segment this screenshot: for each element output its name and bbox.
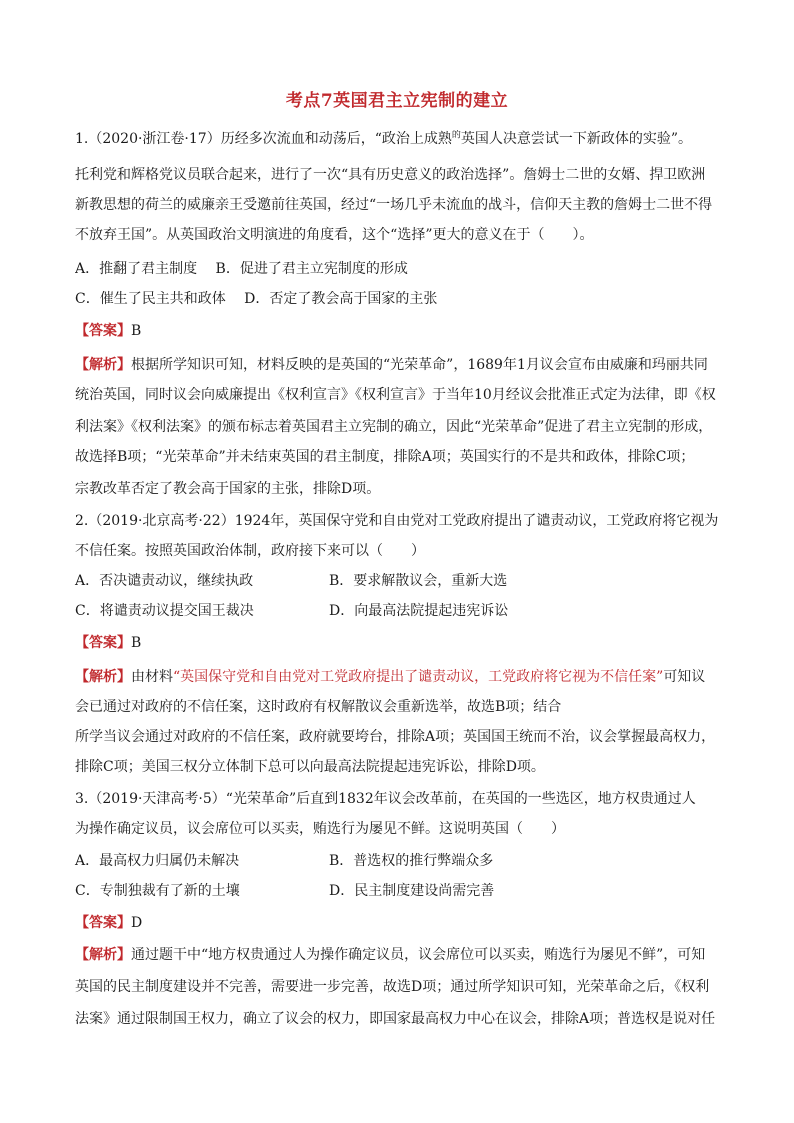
q2-option-c: C．将谴责动议提交国王裁决 xyxy=(75,603,254,619)
analysis-quote: “英国保守党和自由党对工党政府提出了谴责动议，工党政府将它视为不信任案” xyxy=(173,669,664,685)
page-title: 考点7英国君主立宪制的建立 xyxy=(285,91,509,111)
q1-analysis-line-2: 统治英国，同时议会向威廉提出《权利宣言》《权利宣言》于当年10月经议会批准正式定为法律，即《权 xyxy=(75,387,716,403)
answer-label: 【答案】 xyxy=(75,915,131,931)
q2-answer xyxy=(75,634,725,652)
answer-value: D xyxy=(131,915,143,931)
q1-options-c-d: C．催生了民主共和政体 D．否定了教会高于国家的主张 xyxy=(75,291,438,307)
q1-analysis-line-4: 故选择B项；“光荣革命”并未结束英国的君主制度，排除A项；英国实行的不是共和政体，排除C项； xyxy=(75,449,695,465)
q1-analysis-line-1 xyxy=(75,356,725,374)
answer-value: B xyxy=(131,323,142,339)
q2-option-b: B．要求解散议会，重新大选 xyxy=(329,573,508,589)
q3-option-c: C．专制独裁有了新的土壤 xyxy=(75,883,240,899)
q3-option-a: A．最高权力归属仍未解决 xyxy=(75,853,240,869)
analysis-text: 根据所学知识可知，材料反映的是英国的“光荣革命”，1689年1月议会宣布由威廉和玛丽共同 xyxy=(131,357,708,373)
q2-analysis-line-3: 所学当议会通过对政府的不信任案，政府就要垮台，排除A项；英国国王统而不治，议会掌握最高权力， xyxy=(75,729,716,745)
q3-analysis-line-2: 英国的民主制度建设并不完善，需要进一步完善，故选D项；通过所学知识可知，光荣革命之后，《权利 xyxy=(75,979,710,995)
q2-options-row-2 xyxy=(75,602,725,620)
q2-options-row-1 xyxy=(75,572,725,590)
q1-stem-superscript: 的 xyxy=(451,130,461,141)
analysis-text: 由材料 xyxy=(131,669,173,685)
q3-stem-line-2: 为操作确定议员，议会席位可以买卖，贿选行为屡见不鲜。这说明英国（ ） xyxy=(75,821,565,837)
answer-label: 【答案】 xyxy=(75,635,131,651)
q2-analysis-line-1 xyxy=(75,668,725,686)
q1-options-a-b: A．推翻了君主制度 B．促进了君主立宪制度的形成 xyxy=(75,261,408,277)
q1-stem-text-b: 英国人决意尝试一下新政体的实验”。 xyxy=(460,131,693,147)
q3-option-b: B．普选权的推行弊端众多 xyxy=(329,853,494,869)
q1-analysis-line-3: 利法案》《权利法案》的颁布标志着英国君主立宪制的确立，因此“光荣革命”促进了君主立宪制的形成， xyxy=(75,419,713,435)
analysis-text: 通过题干中“地方权贵通过人为操作确定议员，议会席位可以买卖，贿选行为屡见不鲜”，可知 xyxy=(131,947,706,963)
answer-label: 【答案】 xyxy=(75,323,131,339)
q1-stem-line-1 xyxy=(75,130,725,148)
q1-answer xyxy=(75,322,725,340)
answer-value: B xyxy=(131,635,142,651)
q2-option-a: A．否决谴责动议，继续执政 xyxy=(75,573,254,589)
q2-analysis-line-4: 排除C项；美国三权分立体制下总可以向最高法院提起违宪诉讼，排除D项。 xyxy=(75,759,545,775)
q2-analysis-line-2: 会已通过对政府的不信任案，这时政府有权解散议会重新选举，故选B项；结合 xyxy=(75,699,562,715)
q1-stem-line-2: 托利党和辉格党议员联合起来，进行了一次“具有历史意义的政治选择”。詹姆士二世的女婿、捍卫欧洲 xyxy=(75,167,706,183)
q3-analysis-line-3: 法案》通过限制国王权力，确立了议会的权力，即国家最高权力中心在议会，排除A项；普选权是说对任 xyxy=(75,1011,716,1027)
q1-stem-line-3: 新教思想的荷兰的威廉亲王受邀前往英国，经过“一场几乎未流血的战斗，信仰天主教的詹姆士二世不得 xyxy=(75,197,713,213)
q1-stem-line-4: 不放弃王国”。从英国政治文明演进的角度看，这个“选择”更大的意义在于（ ）。 xyxy=(75,227,594,243)
q3-option-d: D．民主制度建设尚需完善 xyxy=(329,883,495,899)
q3-analysis-line-1 xyxy=(75,946,725,964)
q3-options-row-1 xyxy=(75,852,725,870)
q1-stem-text-a: 1.（2020·浙江卷·17）历经多次流血和动荡后，“政治上成熟 xyxy=(75,131,452,147)
analysis-label: 【解析】 xyxy=(75,947,131,963)
analysis-text: 可知议 xyxy=(663,669,706,685)
q3-stem-line-1: 3.（2019·天津高考·5）“光荣革命”后直到1832年议会改革前，在英国的一些选区，地方权贵通过人 xyxy=(75,791,696,807)
q2-stem-line-2: 不信任案。按照英国政治体制，政府接下来可以（ ） xyxy=(75,543,425,559)
analysis-label: 【解析】 xyxy=(75,357,131,373)
analysis-label: 【解析】 xyxy=(75,669,131,685)
q3-answer xyxy=(75,914,725,932)
q2-option-d: D．向最高法院提起违宪诉讼 xyxy=(329,603,509,619)
q3-options-row-2 xyxy=(75,882,725,900)
q1-analysis-line-5: 宗教改革否定了教会高于国家的主张，排除D项。 xyxy=(75,481,381,497)
q2-stem-line-1: 2.（2019·北京高考·22）1924年，英国保守党和自由党对工党政府提出了谴责动议，工党政府将它视为 xyxy=(75,513,719,529)
